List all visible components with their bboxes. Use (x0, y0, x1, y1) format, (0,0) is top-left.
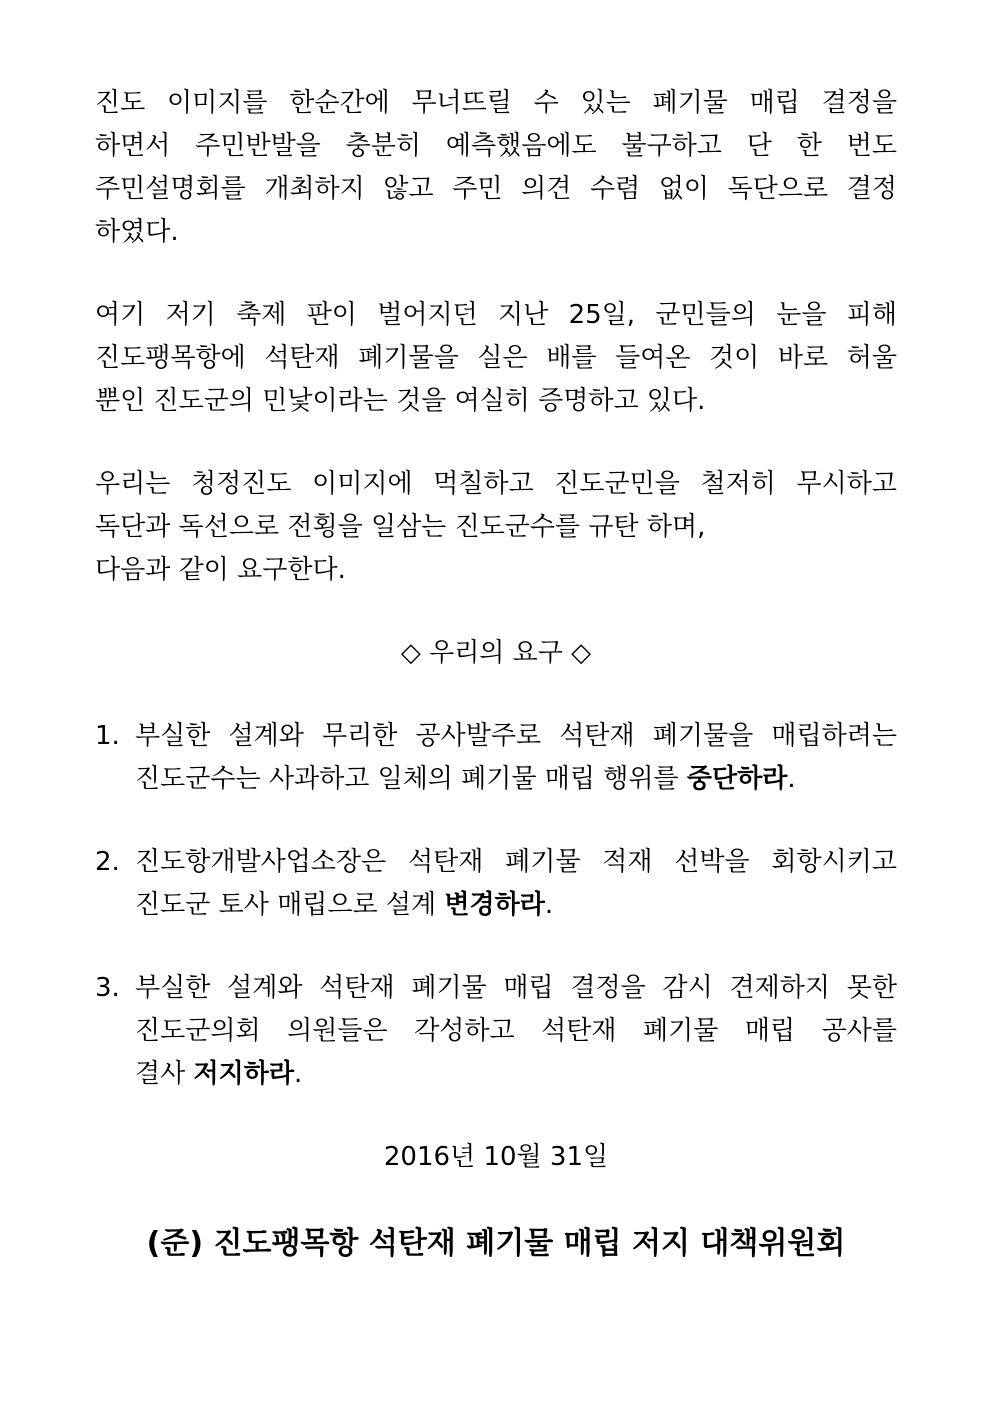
spacer (95, 1179, 897, 1219)
spacer (95, 675, 897, 715)
demand-item-1 (95, 715, 897, 801)
demand-line (135, 1053, 897, 1096)
demand-item-2 (95, 841, 897, 927)
demand-text: 결사 (135, 1059, 194, 1089)
demand-line (135, 758, 897, 801)
paragraph-line: 진도 이미지를 한순간에 무너뜨릴 수 있는 폐기물 매립 결정을 (95, 88, 897, 118)
paragraph-line: 다음과 같이 요구한다. (95, 555, 346, 585)
demand-body (135, 841, 897, 927)
spacer (95, 254, 897, 294)
demand-number: 1. (95, 721, 120, 751)
demand-emphasis: 중단하라 (686, 764, 788, 794)
demand-number: 2. (95, 847, 120, 877)
paragraph-line: 독단과 독선으로 전횡을 일삼는 진도군수를 규탄 하며, (95, 512, 706, 542)
paragraph-2 (95, 294, 897, 423)
paragraph-line: 주민설명회를 개최하지 않고 주민 의견 수렴 없이 독단으로 결정 (95, 174, 897, 204)
demand-emphasis: 저지하라 (193, 1059, 294, 1089)
demand-text: 진도군수는 사과하고 일체의 폐기물 매립 행위를 (135, 764, 687, 794)
demand-line (135, 884, 897, 927)
demand-number: 3. (95, 973, 120, 1003)
paragraph-line: 하면서 주민반발을 충분히 예측했음에도 불구하고 단 한 번도 (95, 131, 897, 161)
demands-heading: ◇ 우리의 요구 ◇ (400, 638, 592, 668)
spacer (95, 1096, 897, 1136)
demand-period: . (293, 1059, 303, 1089)
demand-item-3 (95, 967, 897, 1096)
paragraph-line: 진도팽목항에 석탄재 폐기물을 실은 배를 들여온 것이 바로 허울 (95, 343, 897, 373)
paragraph-line: 뿐인 진도군의 민낯이라는 것을 여실히 증명하고 있다. (95, 386, 706, 416)
document-page (95, 82, 897, 1269)
demand-body (135, 967, 897, 1096)
paragraph-3 (95, 463, 897, 592)
demand-line: 진도군의회 의원들은 각성하고 석탄재 폐기물 매립 공사를 (135, 1016, 897, 1046)
document-date: 2016년 10월 31일 (383, 1142, 609, 1172)
spacer (95, 592, 897, 632)
demand-period: . (787, 764, 796, 794)
demand-line: 부실한 설계와 무리한 공사발주로 석탄재 폐기물을 매립하려는 (135, 721, 897, 751)
demand-period: . (544, 890, 554, 920)
demand-text: 진도군 토사 매립으로 설계 (135, 890, 445, 920)
demand-body (135, 715, 897, 801)
paragraph-1 (95, 82, 897, 254)
paragraph-line: 하였다. (95, 217, 179, 247)
spacer (95, 423, 897, 463)
paragraph-line: 여기 저기 축제 판이 벌어지던 지난 25일, 군민들의 눈을 피해 (95, 300, 897, 330)
organization-name: (준) 진도팽목항 석탄재 폐기물 매립 저지 대책위원회 (146, 1226, 846, 1261)
demand-line: 부실한 설계와 석탄재 폐기물 매립 결정을 감시 견제하지 못한 (135, 973, 897, 1003)
spacer (95, 927, 897, 967)
demand-emphasis: 변경하라 (444, 890, 545, 920)
paragraph-line: 우리는 청정진도 이미지에 먹칠하고 진도군민을 철저히 무시하고 (95, 469, 897, 499)
demand-line: 진도항개발사업소장은 석탄재 폐기물 적재 선박을 회항시키고 (135, 847, 897, 877)
spacer (95, 801, 897, 841)
